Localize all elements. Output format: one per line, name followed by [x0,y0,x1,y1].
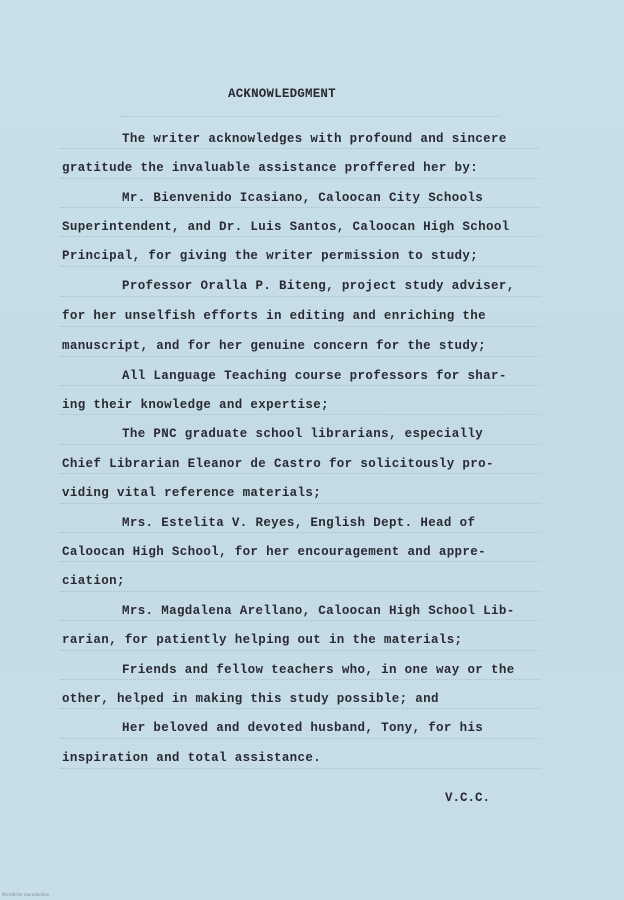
text-line: manuscript, and for her genuine concern for the study; [62,339,486,353]
text-line: for her unselfish efforts in editing and enriching the [62,309,486,323]
text-line: Mrs. Magdalena Arellano, Caloocan High School Lib- [122,604,515,618]
ruled-line [120,116,500,117]
text-line: gratitude the invaluable assistance proffered her by: [62,161,479,175]
document-heading: ACKNOWLEDGMENT [228,87,336,101]
text-line: ciation; [62,574,125,588]
ruled-line [60,708,540,709]
ruled-line [60,503,540,504]
text-line: Professor Oralla P. Biteng, project study adviser, [122,279,515,293]
ruled-line [60,679,540,680]
ruled-line [60,768,540,769]
ruled-line [60,236,540,237]
ruled-line [60,650,540,651]
text-line: The writer acknowledges with profound and sincere [122,132,507,146]
text-line: other, helped in making this study possible; and [62,692,439,706]
text-line: All Language Teaching course professors for shar- [122,369,507,383]
ruled-line [60,326,540,327]
text-line: Her beloved and devoted husband, Tony, for his [122,721,484,735]
text-line: inspiration and total assistance. [62,751,322,765]
ruled-line [60,356,540,357]
text-line: rarian, for patiently helping out in the materials; [62,633,463,647]
signature-initials: V.C.C. [445,791,491,805]
ruled-line [60,296,540,297]
text-line: Superintendent, and Dr. Luis Santos, Caloocan High School [62,220,510,234]
ruled-line [60,266,540,267]
text-line: Chief Librarian Eleanor de Castro for solicitously pro- [62,457,494,471]
text-line: Caloocan High School, for her encouragement and appre- [62,545,486,559]
text-line: Mrs. Estelita V. Reyes, English Dept. Head of [122,516,476,530]
text-line: Principal, for giving the writer permission to study; [62,249,479,263]
ruled-line [60,207,540,208]
ruled-line [60,532,540,533]
ruled-line [60,620,540,621]
text-line: ing their knowledge and expertise; [62,398,329,412]
ruled-line [60,444,540,445]
text-line: Mr. Bienvenido Icasiano, Caloocan City Schools [122,191,484,205]
ruled-line [60,385,540,386]
ruled-line [60,148,540,149]
ruled-line [60,738,540,739]
scan-footer-text: Microfiche reproduction · · [2,892,55,897]
ruled-line [60,561,540,562]
ruled-line [60,414,540,415]
ruled-line [60,178,540,179]
ruled-line [60,473,540,474]
ruled-line [60,591,540,592]
text-line: The PNC graduate school librarians, especially [122,427,484,441]
text-line: Friends and fellow teachers who, in one way or the [122,663,515,677]
text-line: viding vital reference materials; [62,486,322,500]
